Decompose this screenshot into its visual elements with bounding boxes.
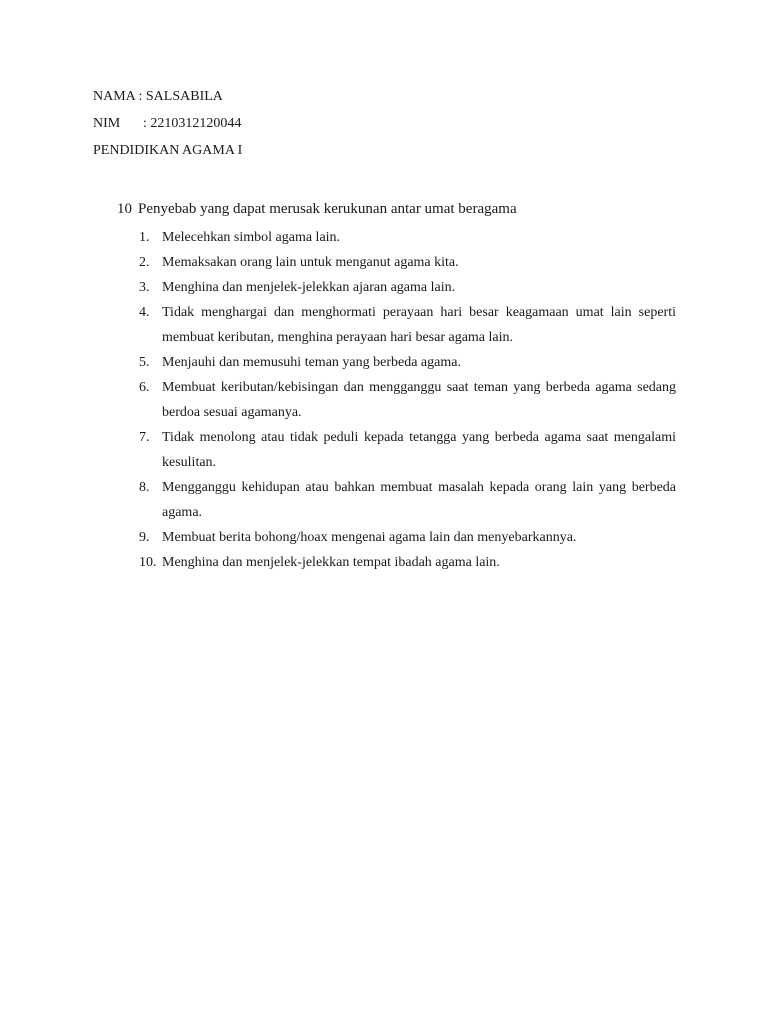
answer-item bbox=[132, 475, 676, 525]
answer-item bbox=[132, 275, 676, 300]
answer-item bbox=[132, 525, 676, 550]
course-title: PENDIDIKAN AGAMA I bbox=[93, 143, 243, 158]
answer-item bbox=[132, 375, 676, 425]
answer-item bbox=[132, 300, 676, 350]
answer-item bbox=[132, 425, 676, 475]
answer-number-label: 3. bbox=[139, 280, 150, 295]
answer-list bbox=[132, 225, 676, 575]
answer-number-label: 1. bbox=[139, 230, 150, 245]
question-heading bbox=[117, 200, 517, 218]
answer-number bbox=[132, 275, 162, 300]
answer-number bbox=[132, 550, 162, 575]
answer-number-label: 4. bbox=[139, 305, 150, 320]
answer-number-label: 8. bbox=[139, 480, 150, 495]
answer-number bbox=[132, 525, 162, 550]
answer-number bbox=[132, 375, 162, 425]
answer-number-label: 6. bbox=[139, 380, 150, 395]
answer-number bbox=[132, 250, 162, 275]
answer-number-label: 10. bbox=[139, 555, 157, 570]
answer-text: Mengganggu kehidupan atau bahkan membuat masalah kepada orang lain yang berbeda agama. bbox=[162, 480, 676, 520]
answer-number-label: 2. bbox=[139, 255, 150, 270]
student-name: NAMA : SALSABILA bbox=[93, 89, 223, 104]
answer-number bbox=[132, 475, 162, 525]
answer-text: Tidak menghargai dan menghormati perayaan hari besar keagamaan umat lain seperti membuat keributan, menghina perayaan hari besar agama lain. bbox=[162, 305, 676, 345]
answer-text: Menghina dan menjelek-jelekkan ajaran agama lain. bbox=[162, 280, 456, 295]
answer-item bbox=[132, 225, 676, 250]
nim-value: : 2210312120044 bbox=[143, 116, 242, 131]
answer-number bbox=[132, 425, 162, 475]
answer-number-label: 5. bbox=[139, 355, 150, 370]
question-number: 10 bbox=[117, 201, 132, 217]
nim-label: NIM bbox=[93, 116, 121, 131]
question-text: Penyebab yang dapat merusak kerukunan antar umat beragama bbox=[138, 201, 517, 217]
answer-number-label: 7. bbox=[139, 430, 150, 445]
answer-text: Melecehkan simbol agama lain. bbox=[162, 230, 341, 245]
answer-number bbox=[132, 225, 162, 250]
answer-number-label: 9. bbox=[139, 530, 150, 545]
answer-text: Membuat keributan/kebisingan dan mengganggu saat teman yang berbeda agama sedang berdoa sesuai agamanya. bbox=[162, 380, 676, 420]
answer-text: Tidak menolong atau tidak peduli kepada tetangga yang berbeda agama saat mengalami kesulitan. bbox=[162, 430, 676, 470]
answer-item bbox=[132, 350, 676, 375]
answer-item bbox=[132, 250, 676, 275]
answer-number bbox=[132, 300, 162, 350]
answer-text: Menjauhi dan memusuhi teman yang berbeda agama. bbox=[162, 355, 461, 370]
answer-text: Membuat berita bohong/hoax mengenai agama lain dan menyebarkannya. bbox=[162, 530, 577, 545]
student-nim bbox=[93, 116, 241, 132]
answer-text: Memaksakan orang lain untuk menganut agama kita. bbox=[162, 255, 459, 270]
answer-number bbox=[132, 350, 162, 375]
answer-item bbox=[132, 550, 676, 575]
answer-text: Menghina dan menjelek-jelekkan tempat ibadah agama lain. bbox=[162, 555, 500, 570]
